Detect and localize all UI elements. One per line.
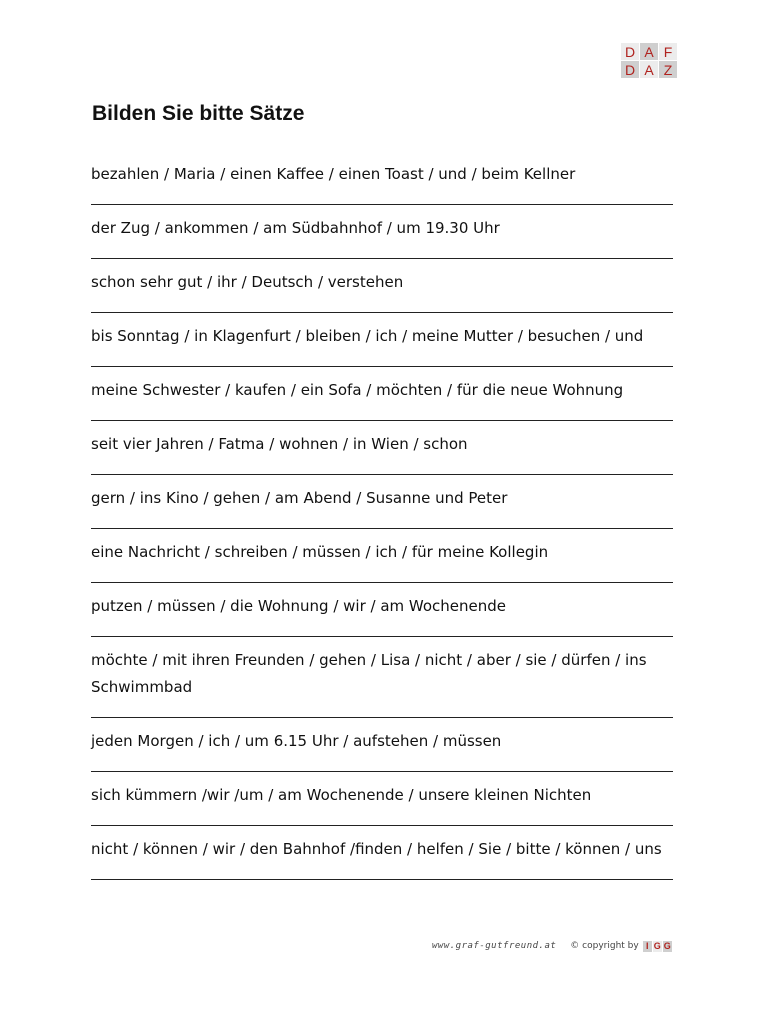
exercise-item xyxy=(91,161,673,205)
answer-line[interactable] xyxy=(91,636,673,637)
exercise-prompt: gern / ins Kino / gehen / am Abend / Susanne und Peter xyxy=(91,489,508,507)
exercise-item xyxy=(91,269,673,313)
logo-letter: Z xyxy=(659,61,677,78)
exercise-item xyxy=(91,377,673,421)
logo-letter: A xyxy=(640,61,658,78)
page-title: Bilden Sie bitte Sätze xyxy=(92,102,305,125)
exercise-prompt: jeden Morgen / ich / um 6.15 Uhr / aufstehen / müssen xyxy=(91,732,502,750)
exercise-item xyxy=(91,431,673,475)
page-footer xyxy=(432,939,672,953)
answer-line[interactable] xyxy=(91,312,673,313)
exercise-item xyxy=(91,782,673,826)
logo-letter: D xyxy=(621,61,639,78)
answer-line[interactable] xyxy=(91,879,673,880)
exercise-prompt: sich kümmern /wir /um / am Wochenende / unsere kleinen Nichten xyxy=(91,786,592,804)
exercise-item xyxy=(91,728,673,772)
exercise-prompt: eine Nachricht / schreiben / müssen / ich / für meine Kollegin xyxy=(91,543,549,561)
exercise-item xyxy=(91,485,673,529)
exercise-prompt: seit vier Jahren / Fatma / wohnen / in Wien / schon xyxy=(91,435,468,453)
answer-line[interactable] xyxy=(91,366,673,367)
exercise-item xyxy=(91,647,673,718)
igg-letter: G xyxy=(663,940,671,951)
igg-logo xyxy=(643,941,672,952)
exercise-prompt: bis Sonntag / in Klagenfurt / bleiben / ich / meine Mutter / besuchen / und xyxy=(91,327,644,345)
exercise-prompt: putzen / müssen / die Wohnung / wir / am Wochenende xyxy=(91,597,507,615)
exercise-prompt: schon sehr gut / ihr / Deutsch / verstehen xyxy=(91,273,404,291)
answer-line[interactable] xyxy=(91,474,673,475)
igg-letter: G xyxy=(653,940,661,951)
exercise-prompt: der Zug / ankommen / am Südbahnhof / um 19.30 Uhr xyxy=(91,219,500,237)
exercise-prompt: nicht / können / wir / den Bahnhof /finden / helfen / Sie / bitte / können / uns xyxy=(91,840,662,858)
answer-line[interactable] xyxy=(91,582,673,583)
website-link[interactable]: www.graf-gutfreund.at xyxy=(432,941,557,951)
copyright-text: © copyright by xyxy=(570,941,639,951)
exercise-item xyxy=(91,323,673,367)
answer-line[interactable] xyxy=(91,771,673,772)
exercise-prompt: bezahlen / Maria / einen Kaffee / einen Toast / und / beim Kellner xyxy=(91,165,576,183)
exercise-item xyxy=(91,539,673,583)
exercise-prompt: möchte / mit ihren Freunden / gehen / Lisa / nicht / aber / sie / dürfen / ins Schwimmbad xyxy=(91,651,647,696)
logo-letter: A xyxy=(640,43,658,60)
exercise-item xyxy=(91,593,673,637)
logo-letter: F xyxy=(659,43,677,60)
answer-line[interactable] xyxy=(91,420,673,421)
exercise-list xyxy=(91,161,673,890)
exercise-prompt: meine Schwester / kaufen / ein Sofa / möchten / für die neue Wohnung xyxy=(91,381,624,399)
dafdaz-logo xyxy=(621,43,677,78)
answer-line[interactable] xyxy=(91,717,673,718)
logo-letter: D xyxy=(621,43,639,60)
exercise-item xyxy=(91,836,673,880)
answer-line[interactable] xyxy=(91,258,673,259)
answer-line[interactable] xyxy=(91,528,673,529)
igg-letter: I xyxy=(643,941,652,952)
answer-line[interactable] xyxy=(91,825,673,826)
exercise-item xyxy=(91,215,673,259)
answer-line[interactable] xyxy=(91,204,673,205)
